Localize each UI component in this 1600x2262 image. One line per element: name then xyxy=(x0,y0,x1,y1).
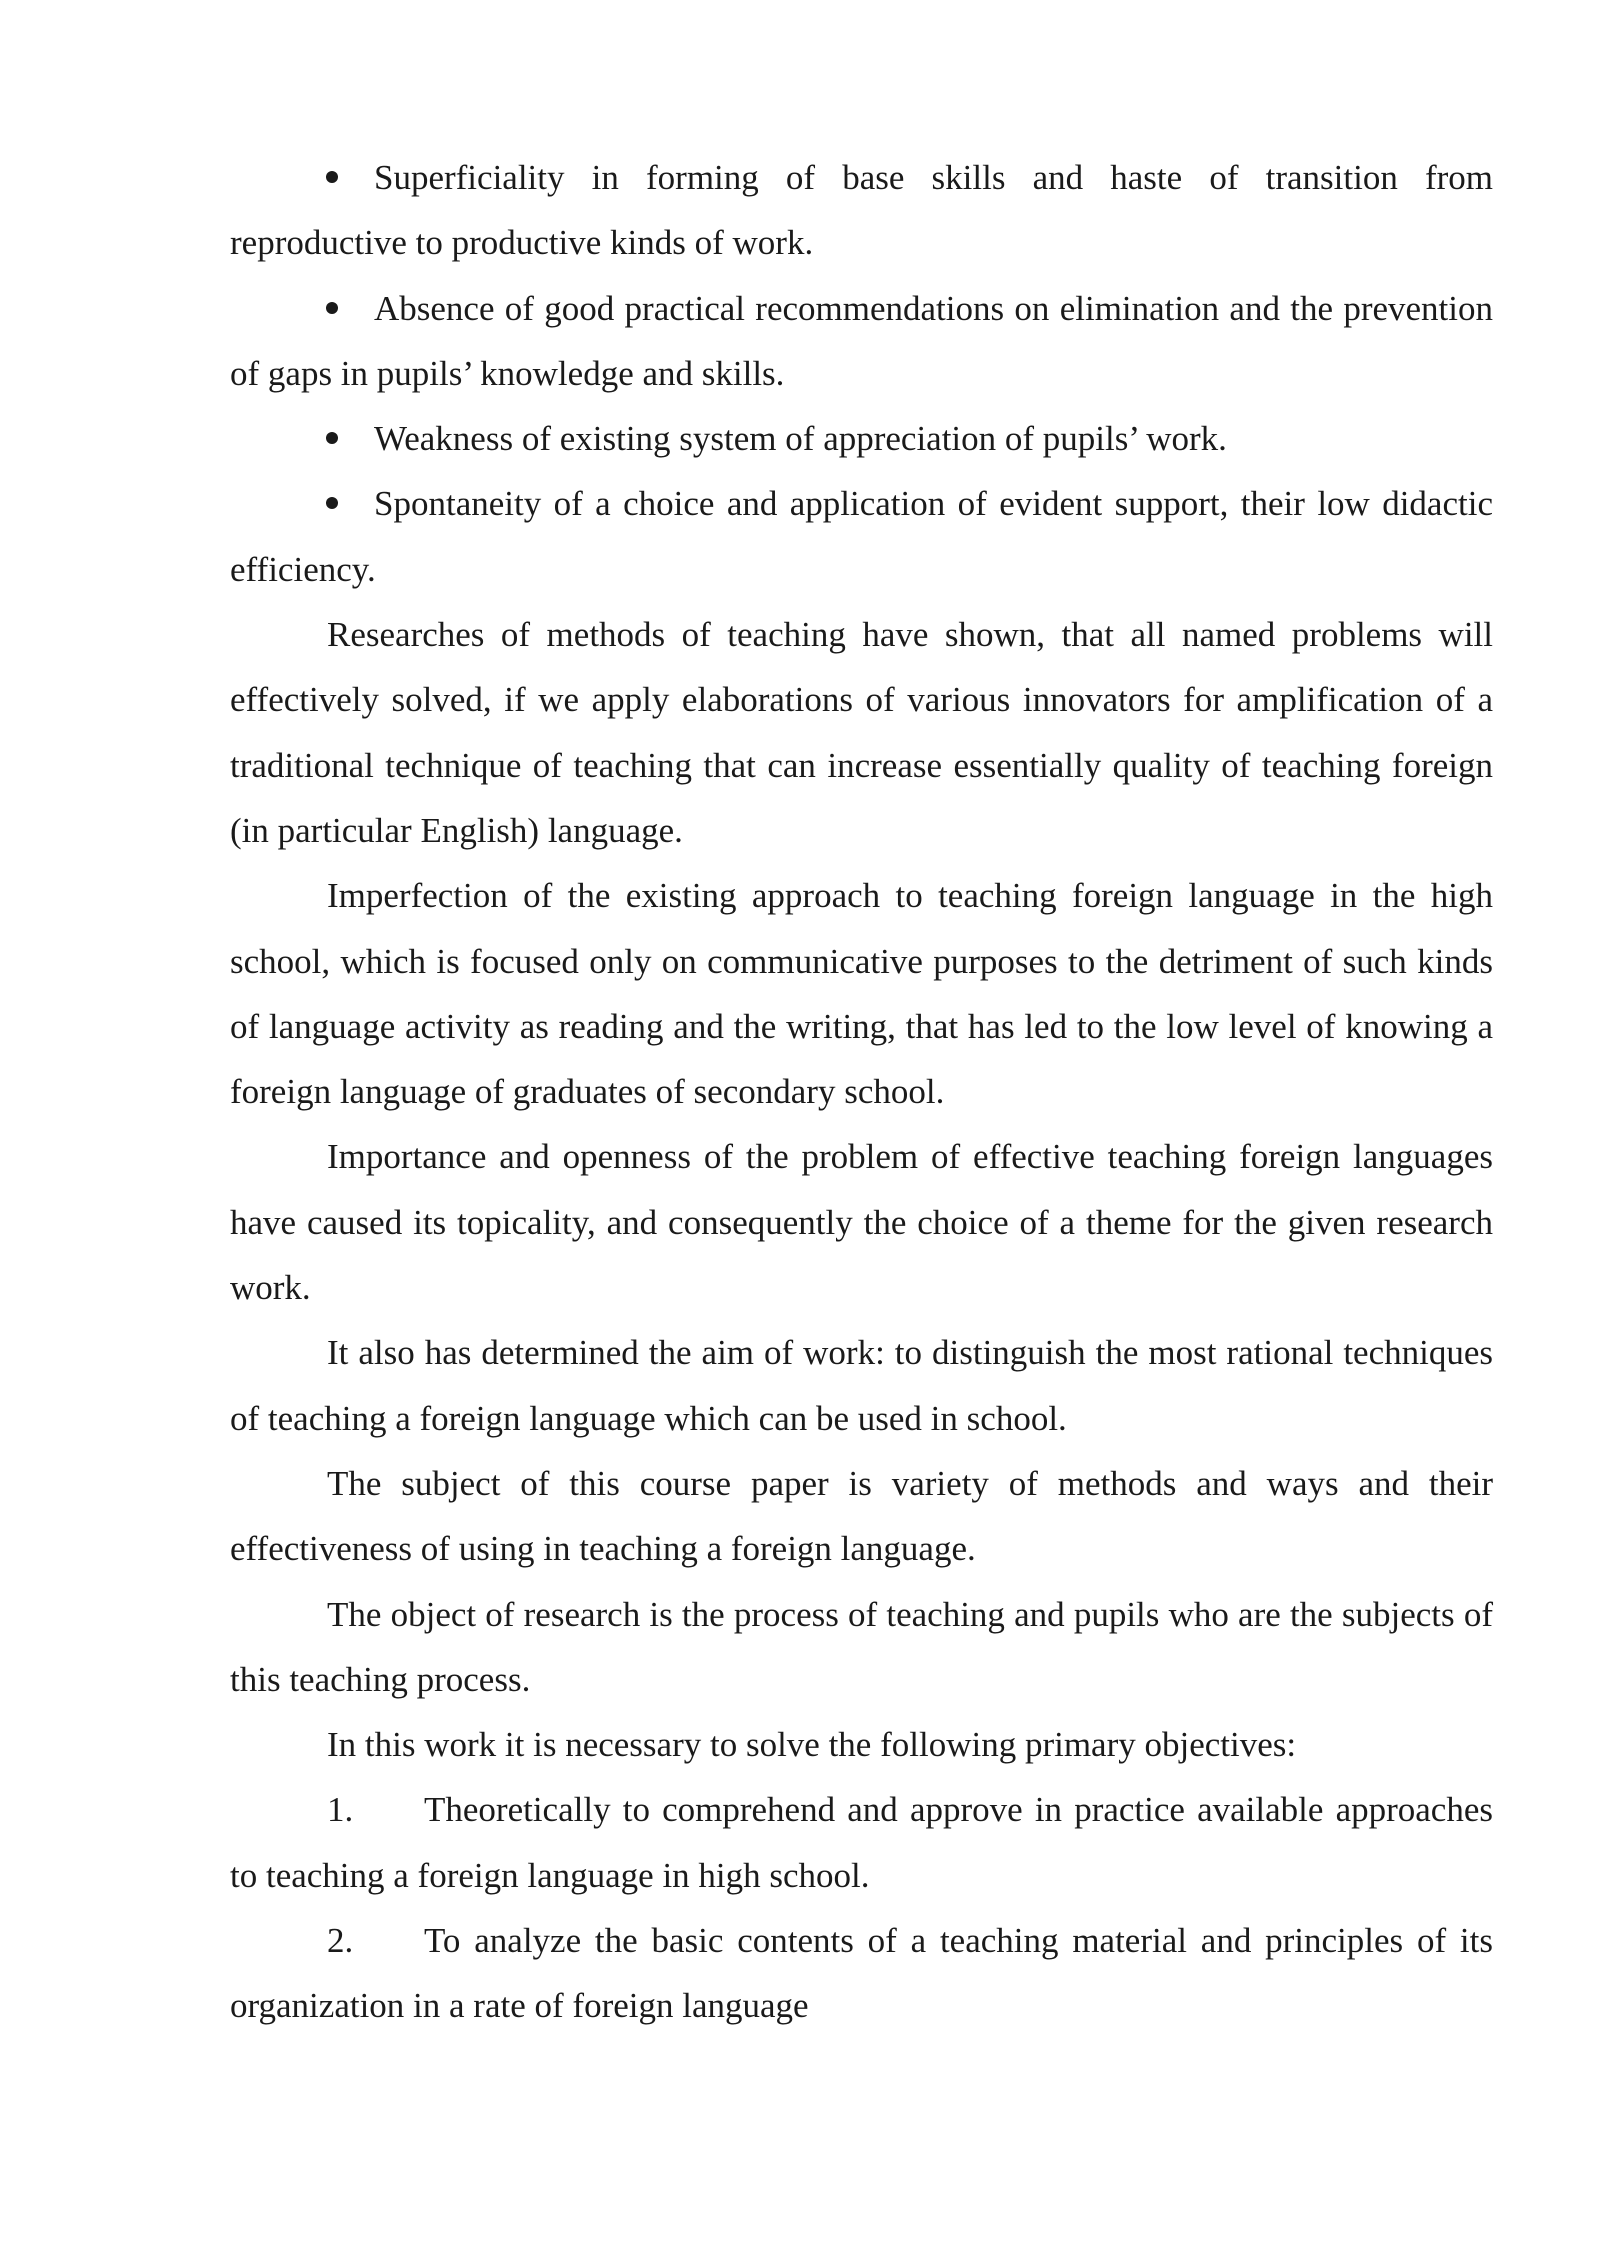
bullet-item xyxy=(230,471,1493,602)
bullet-text: Spontaneity of a choice and application of evident support, their low didactic efficiency. xyxy=(230,484,1493,589)
bullet-item xyxy=(230,406,1493,471)
paragraph-research-findings: Researches of methods of teaching have shown, that all named problems will effectively solved, if we apply elaborations of various innovators for amplification of a traditional technique of teaching that can increase essentially quality of teaching foreign (in particular English) language. xyxy=(230,615,1493,850)
bullet-text: Absence of good practical recommendations on elimination and the prevention of gaps in pupils’ knowledge and skills. xyxy=(230,288,1493,393)
paragraph-object: The object of research is the process of teaching and pupils who are the subjects of this teaching process. xyxy=(230,1594,1493,1699)
paragraph-subject: The subject of this course paper is variety of methods and ways and their effectiveness of using in teaching a foreign language. xyxy=(230,1463,1493,1569)
bullet-icon xyxy=(326,432,338,444)
objective-number: 1. xyxy=(327,1790,354,1830)
paragraph-aim: It also has determined the aim of work: to distinguish the most rational techniques of teaching a foreign language which can be used in school. xyxy=(230,1333,1493,1438)
bullet-icon xyxy=(326,171,338,183)
bullet-item xyxy=(230,145,1493,276)
objective-item xyxy=(230,1777,1493,1908)
bullet-icon xyxy=(326,497,338,509)
page-body xyxy=(230,145,1493,2039)
paragraph-imperfection: Imperfection of the existing approach to teaching foreign language in the high school, which is focused only on communicative purposes to the detriment of such kinds of language activity as reading and the writing, that has led to the low level of knowing a foreign language of graduates of secondary school. xyxy=(230,876,1493,1112)
paragraph-topicality: Importance and openness of the problem of effective teaching foreign languages have caused its topicality, and consequently the choice of a theme for the given research work. xyxy=(230,1137,1493,1308)
bullet-text: Weakness of existing system of appreciation of pupils’ work. xyxy=(374,419,1227,459)
objective-text: Theoretically to comprehend and approve in practice available approaches to teaching a foreign language in high school. xyxy=(230,1790,1493,1895)
objective-number: 2. xyxy=(327,1921,354,1961)
bullet-text: Superficiality in forming of base skills and haste of transition from reproductive to productive kinds of work. xyxy=(230,158,1493,263)
objective-text: To analyze the basic contents of a teaching material and principles of its organization in a rate of foreign language xyxy=(230,1921,1493,2026)
bullet-item xyxy=(230,276,1493,407)
bullet-icon xyxy=(326,302,338,314)
paragraph-objectives-intro: In this work it is necessary to solve the following primary objectives: xyxy=(327,1725,1297,1765)
objective-item xyxy=(230,1908,1493,2039)
